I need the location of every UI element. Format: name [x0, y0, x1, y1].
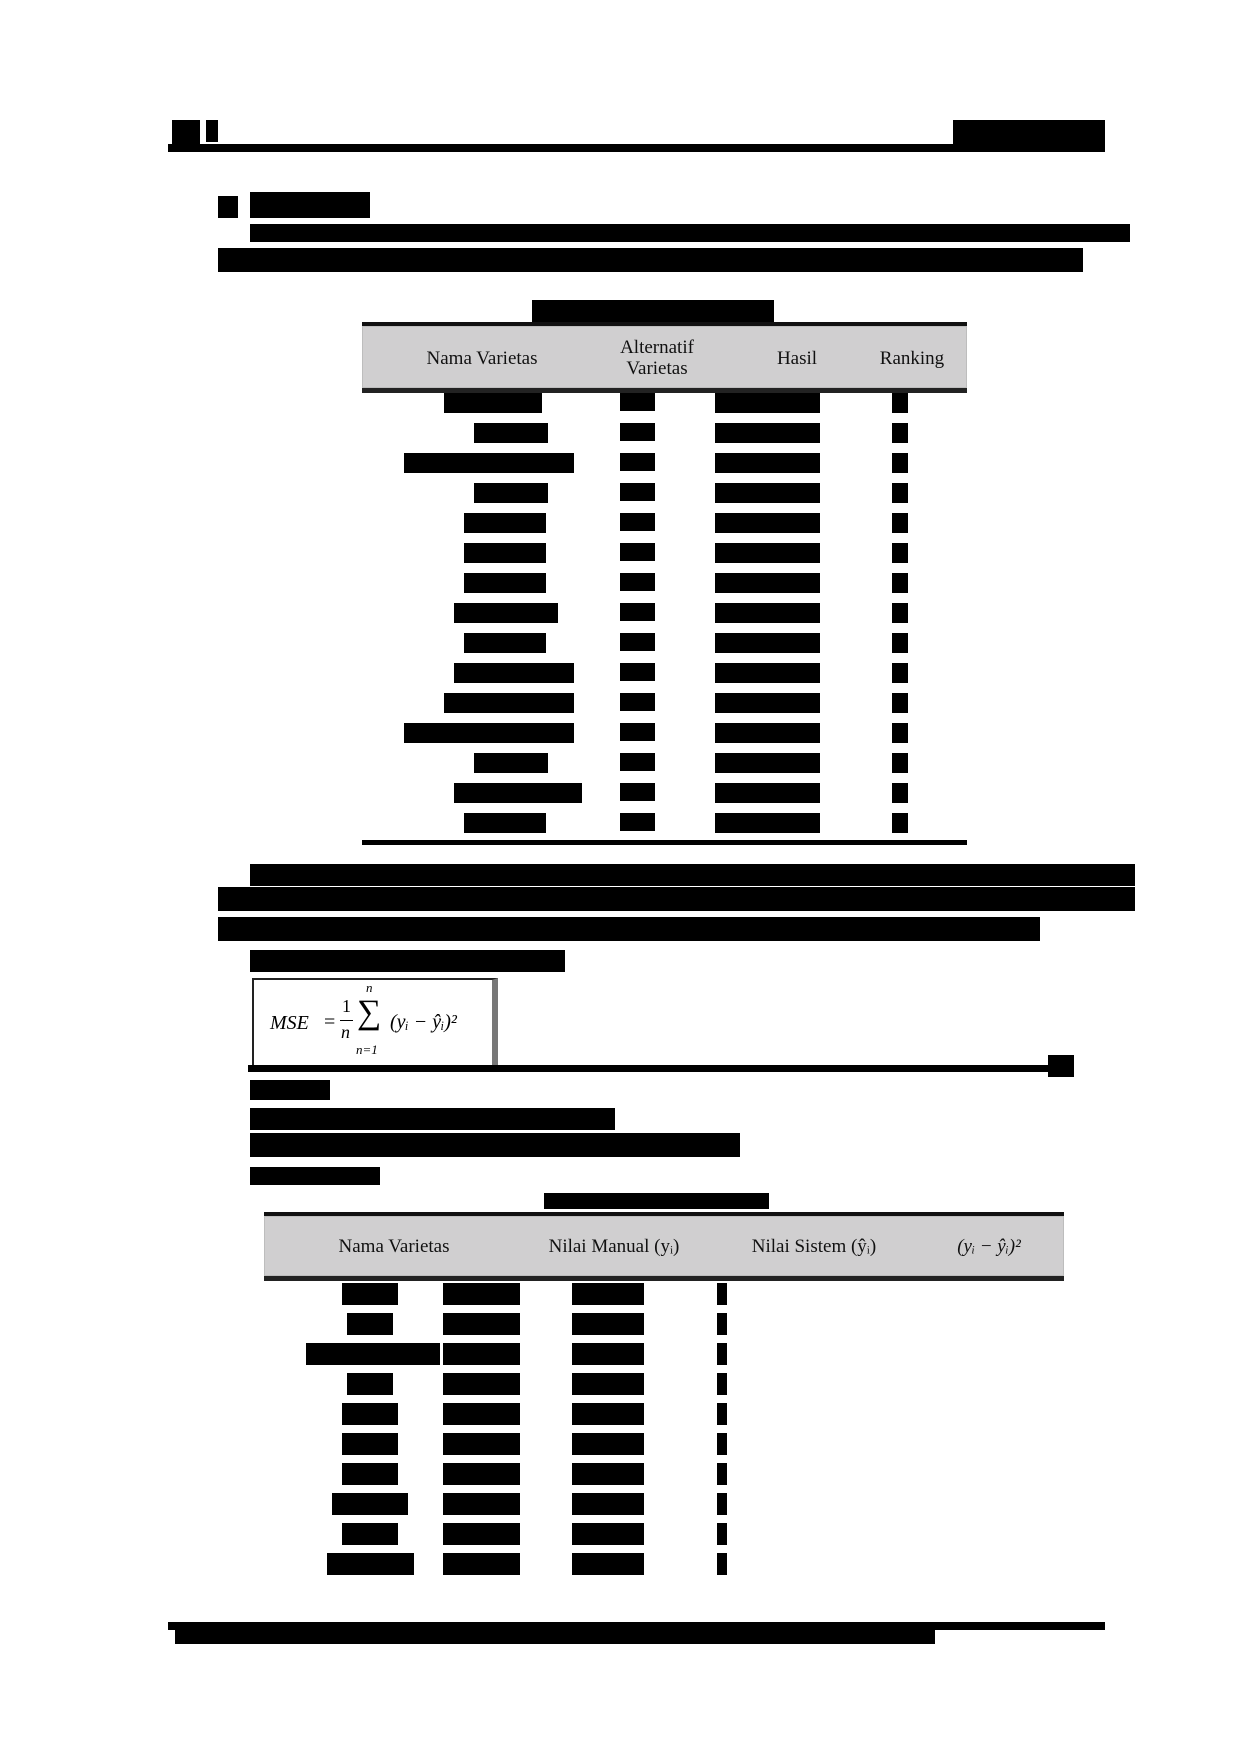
cell-nama-varietas: [327, 1553, 414, 1575]
fraction-bar: [340, 1020, 353, 1021]
cell-nama-varietas: [342, 1523, 398, 1545]
cell-nilai-manual: [443, 1523, 520, 1545]
cell-nama-varietas: [474, 423, 548, 443]
cell-nama-varietas: [464, 813, 546, 833]
keterangan-line: [250, 1080, 330, 1100]
header-journal-block: [953, 120, 1105, 152]
cell-nilai-manual: [443, 1283, 520, 1305]
cell-alternatif: [620, 543, 655, 561]
cell-nilai-manual: [443, 1493, 520, 1515]
cell-squared-error: [717, 1403, 727, 1425]
cell-alternatif: [620, 483, 655, 501]
cell-nilai-manual: [443, 1403, 520, 1425]
cell-ranking: [892, 633, 908, 653]
paragraph-line: [218, 248, 1083, 272]
cell-squared-error: [717, 1463, 727, 1485]
cell-hasil: [715, 783, 820, 803]
header-mark-left-2: [206, 120, 218, 142]
formula-denominator: n: [341, 1022, 350, 1042]
cell-nilai-sistem: [572, 1313, 644, 1335]
cell-nilai-manual: [443, 1433, 520, 1455]
cell-alternatif: [620, 423, 655, 441]
table2-header-row: [264, 1212, 1064, 1281]
keterangan-line: [250, 1133, 740, 1157]
cell-hasil: [715, 423, 820, 443]
table1-bottom-rule: [362, 840, 967, 845]
cell-alternatif: [620, 573, 655, 591]
cell-ranking: [892, 393, 908, 413]
cell-nama-varietas: [464, 543, 546, 563]
table2-caption: [544, 1193, 769, 1209]
cell-hasil: [715, 663, 820, 683]
cell-nilai-sistem: [572, 1433, 644, 1455]
cell-squared-error: [717, 1343, 727, 1365]
cell-squared-error: [717, 1433, 727, 1455]
table1-header-nama-varietas: Nama Varietas: [426, 348, 538, 369]
cell-ranking: [892, 603, 908, 623]
cell-nama-varietas: [464, 513, 546, 533]
cell-hasil: [715, 543, 820, 563]
cell-nama-varietas: [454, 783, 582, 803]
cell-nama-varietas: [342, 1433, 398, 1455]
cell-nama-varietas: [306, 1343, 440, 1365]
section-heading: [218, 196, 238, 218]
cell-alternatif: [620, 753, 655, 771]
cell-hasil: [715, 813, 820, 833]
table1-header-ranking: Ranking: [879, 348, 945, 369]
cell-nama-varietas: [474, 753, 548, 773]
cell-nilai-sistem: [572, 1373, 644, 1395]
equation-rule: [248, 1065, 1058, 1072]
cell-hasil: [715, 483, 820, 503]
cell-alternatif: [620, 783, 655, 801]
cell-nama-varietas: [464, 573, 546, 593]
cell-hasil: [715, 393, 820, 413]
cell-ranking: [892, 423, 908, 443]
sigma-icon: ∑: [357, 994, 382, 1031]
cell-hasil: [715, 573, 820, 593]
cell-squared-error: [717, 1313, 727, 1335]
cell-ranking: [892, 573, 908, 593]
cell-nilai-sistem: [572, 1343, 644, 1365]
paragraph-line: [218, 917, 1040, 941]
cell-nilai-sistem: [572, 1493, 644, 1515]
cell-nama-varietas: [342, 1463, 398, 1485]
cell-hasil: [715, 603, 820, 623]
cell-hasil: [715, 753, 820, 773]
table2-header-nilai-sistem: Nilai Sistem (ŷᵢ): [751, 1236, 877, 1257]
cell-nilai-manual: [443, 1553, 520, 1575]
formula-equals: =: [324, 1011, 336, 1033]
table1-caption: [532, 300, 774, 322]
cell-nilai-manual: [443, 1373, 520, 1395]
cell-nilai-sistem: [572, 1403, 644, 1425]
cell-alternatif: [620, 453, 655, 471]
cell-nama-varietas: [464, 633, 546, 653]
cell-nama-varietas: [347, 1373, 393, 1395]
paragraph-line: [250, 950, 565, 972]
table1-header-hasil: Hasil: [776, 348, 818, 369]
cell-alternatif: [620, 723, 655, 741]
keterangan-line: [250, 1167, 380, 1185]
table2-header-nilai-manual: Nilai Manual (yᵢ): [548, 1236, 680, 1257]
cell-ranking: [892, 753, 908, 773]
formula-lhs: MSE: [270, 1012, 309, 1034]
cell-squared-error: [717, 1283, 727, 1305]
cell-squared-error: [717, 1523, 727, 1545]
cell-nama-varietas: [332, 1493, 408, 1515]
paragraph-line: [218, 887, 1135, 911]
cell-hasil: [715, 453, 820, 473]
header-line: Alternatif: [620, 337, 694, 358]
cell-nama-varietas: [454, 603, 558, 623]
formula-numerator: 1: [342, 996, 351, 1016]
sum-lower-limit: n=1: [356, 1042, 378, 1057]
cell-alternatif: [620, 513, 655, 531]
paragraph-line: [250, 864, 1135, 886]
cell-nama-varietas: [342, 1403, 398, 1425]
cell-alternatif: [620, 663, 655, 681]
cell-alternatif: [620, 603, 655, 621]
footer-text: [175, 1628, 935, 1644]
table1-header-row: [362, 322, 967, 393]
cell-ranking: [892, 723, 908, 743]
cell-ranking: [892, 813, 908, 833]
cell-nama-varietas: [404, 723, 574, 743]
cell-hasil: [715, 513, 820, 533]
cell-ranking: [892, 453, 908, 473]
cell-nilai-sistem: [572, 1283, 644, 1305]
cell-nilai-manual: [443, 1343, 520, 1365]
cell-alternatif: [620, 813, 655, 831]
cell-nama-varietas: [347, 1313, 393, 1335]
cell-nilai-sistem: [572, 1463, 644, 1485]
cell-alternatif: [620, 633, 655, 651]
mse-formula-box: [252, 978, 498, 1070]
equation-number: [1048, 1055, 1074, 1077]
cell-nama-varietas: [474, 483, 548, 503]
keterangan-line: [250, 1108, 615, 1130]
cell-hasil: [715, 633, 820, 653]
cell-nama-varietas: [342, 1283, 398, 1305]
cell-squared-error: [717, 1373, 727, 1395]
cell-nama-varietas: [454, 663, 574, 683]
table1-header-alternatif-varietas: [582, 337, 732, 379]
cell-nilai-sistem: [572, 1523, 644, 1545]
cell-nilai-manual: [443, 1463, 520, 1485]
cell-alternatif: [620, 693, 655, 711]
header-line: Varietas: [626, 358, 688, 379]
table2-header-nama-varietas: Nama Varietas: [338, 1236, 450, 1257]
cell-ranking: [892, 783, 908, 803]
cell-ranking: [892, 513, 908, 533]
section-heading-text: [250, 192, 370, 218]
cell-nama-varietas: [444, 393, 542, 413]
cell-squared-error: [717, 1553, 727, 1575]
sum-upper-limit: n: [366, 980, 373, 995]
cell-nama-varietas: [444, 693, 574, 713]
cell-alternatif: [620, 393, 655, 411]
formula-body: (yᵢ − ŷᵢ)²: [390, 1011, 457, 1033]
cell-ranking: [892, 483, 908, 503]
cell-squared-error: [717, 1493, 727, 1515]
cell-hasil: [715, 723, 820, 743]
cell-ranking: [892, 693, 908, 713]
cell-nama-varietas: [404, 453, 574, 473]
cell-ranking: [892, 543, 908, 563]
cell-ranking: [892, 663, 908, 683]
cell-nilai-sistem: [572, 1553, 644, 1575]
paragraph-line: [250, 224, 1130, 242]
cell-hasil: [715, 693, 820, 713]
cell-nilai-manual: [443, 1313, 520, 1335]
table2-header-squared-error: (yᵢ − ŷᵢ)²: [957, 1236, 1021, 1257]
